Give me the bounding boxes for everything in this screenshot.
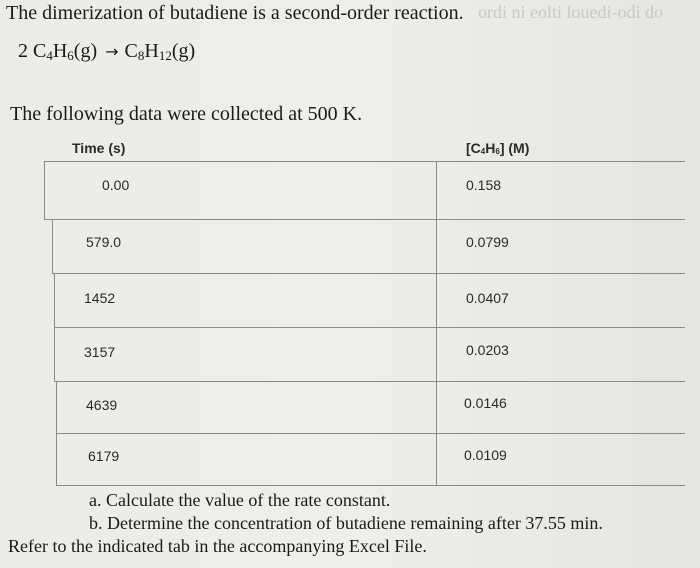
product-subscript-c: 8 bbox=[137, 48, 145, 63]
reactant-subscript-h: 6 bbox=[67, 48, 74, 63]
refer-note: Refer to the indicated tab in the accompanying Excel File. bbox=[8, 536, 427, 556]
product-h: H bbox=[144, 40, 159, 62]
header-conc-post: ] (M) bbox=[499, 140, 530, 156]
header-concentration bbox=[466, 140, 529, 156]
header-conc-h: H bbox=[485, 140, 496, 156]
table-cell-concentration: 0.0203 bbox=[466, 342, 509, 358]
reactant-subscript-c: 4 bbox=[46, 48, 53, 63]
table-cell-concentration: 0.158 bbox=[466, 177, 502, 193]
table-cell-time: 6179 bbox=[88, 448, 120, 464]
column-border-left bbox=[44, 161, 45, 219]
row-divider bbox=[54, 327, 685, 328]
table-cell-concentration: 0.0146 bbox=[464, 395, 507, 411]
header-conc-sub-c: 4 bbox=[480, 147, 486, 156]
table-cell-time: 3157 bbox=[84, 344, 116, 360]
table-cell-concentration: 0.0799 bbox=[466, 234, 509, 250]
row-divider bbox=[56, 485, 685, 486]
row-divider bbox=[44, 219, 685, 220]
reactant-phase: (g) bbox=[73, 40, 98, 62]
reactant-h: H bbox=[52, 40, 68, 62]
product-subscript-h: 12 bbox=[158, 48, 172, 63]
table-cell-concentration: 0.0109 bbox=[464, 447, 507, 463]
table-cell-time: 0.00 bbox=[102, 177, 130, 193]
reaction-equation bbox=[18, 40, 195, 63]
column-border-left bbox=[56, 381, 57, 485]
reaction-arrow-icon: → bbox=[105, 42, 119, 61]
bleed-through-text: ordi ni eolti louedi-odi do bbox=[478, 2, 663, 22]
header-conc-sub-h: 6 bbox=[495, 147, 500, 156]
column-divider bbox=[436, 161, 437, 485]
problem-title: The dimerization of butadiene is a second-order reaction. bbox=[6, 2, 464, 24]
data-table bbox=[44, 131, 685, 485]
header-time: Time (s) bbox=[72, 140, 126, 156]
data-intro: The following data were collected at 500 K. bbox=[10, 103, 363, 125]
table-cell-time: 4639 bbox=[86, 397, 118, 413]
question-a: a. Calculate the value of the rate constant. bbox=[89, 490, 391, 510]
table-cell-time: 579.0 bbox=[86, 234, 122, 250]
column-border-left bbox=[54, 273, 55, 381]
header-conc-pre: [C bbox=[466, 140, 481, 156]
row-divider bbox=[52, 273, 685, 274]
reactant-coefficient: 2 C bbox=[18, 40, 47, 62]
product-c: C bbox=[124, 40, 138, 62]
table-cell-concentration: 0.0407 bbox=[466, 290, 509, 306]
table-cell-time: 1452 bbox=[84, 290, 116, 306]
column-border-left bbox=[52, 219, 53, 273]
product-phase: (g) bbox=[171, 40, 196, 62]
question-b: b. Determine the concentration of butadiene remaining after 37.55 min. bbox=[89, 513, 603, 533]
row-divider bbox=[56, 433, 685, 434]
row-divider bbox=[54, 381, 685, 382]
header-divider bbox=[44, 161, 685, 162]
